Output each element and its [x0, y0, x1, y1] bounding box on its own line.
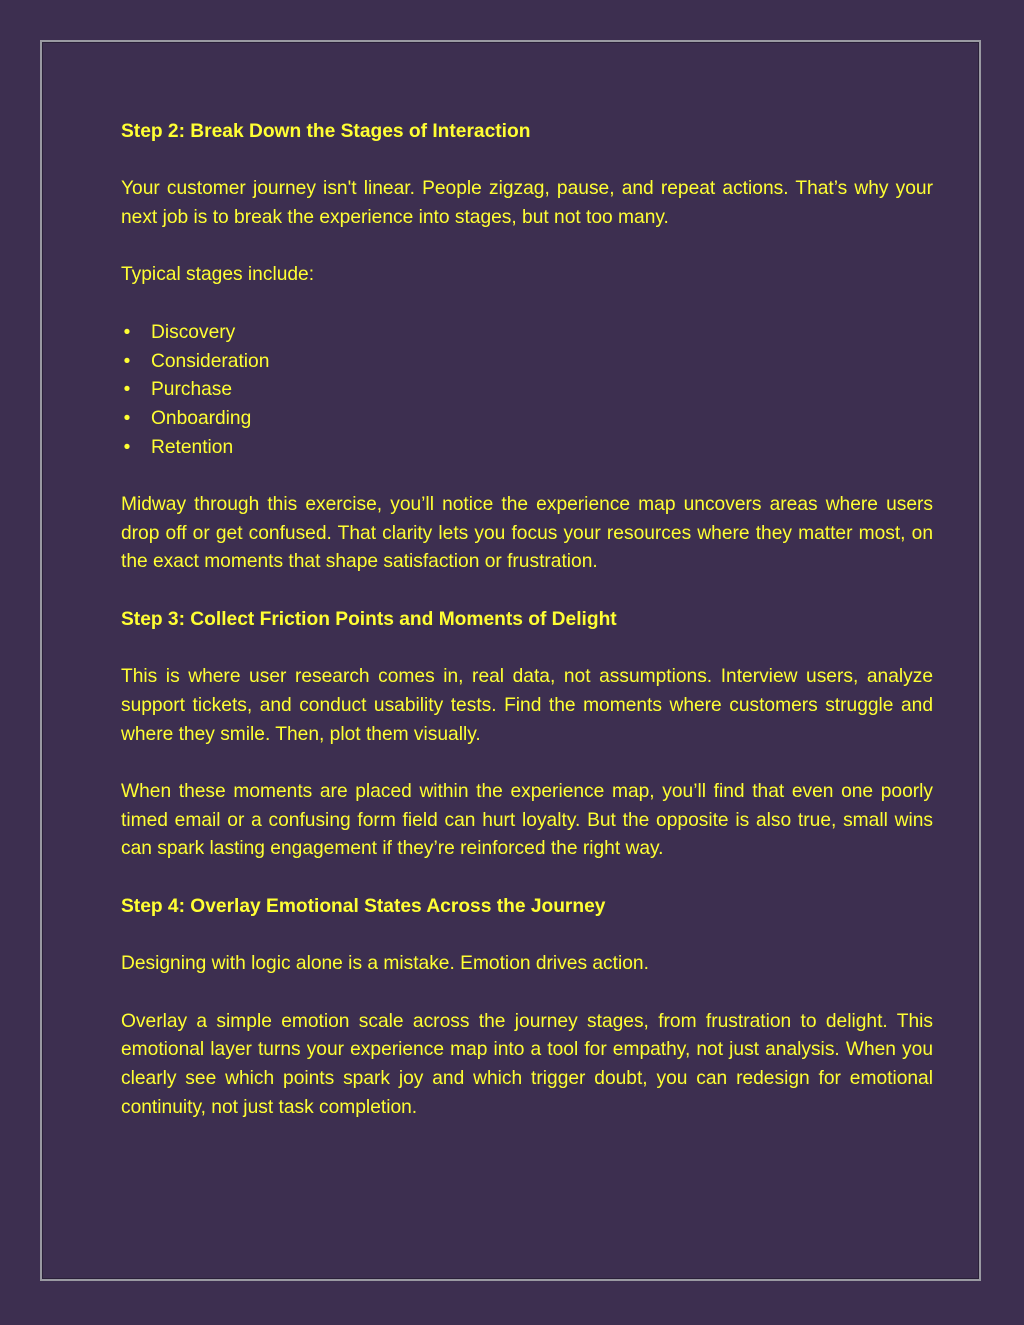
list-item — [121, 434, 933, 463]
list-item-label: Discovery — [151, 321, 236, 343]
paragraph: Your customer journey isn't linear. People zigzag, pause, and repeat actions. That’s why your next job is to break the experience into stages, but not too many. — [121, 178, 933, 229]
stages-list — [121, 319, 933, 463]
bullet-icon: • — [123, 321, 131, 343]
list-item-label: Retention — [151, 436, 234, 458]
list-item-label: Purchase — [151, 379, 233, 401]
bullet-icon: • — [123, 436, 131, 458]
list-item-label: Consideration — [151, 350, 270, 372]
list-item-label: Onboarding — [151, 407, 252, 429]
list-item — [121, 348, 933, 377]
section-heading-step-3: Step 3: Collect Friction Points and Moments of Delight — [121, 608, 617, 630]
bullet-icon: • — [123, 350, 131, 372]
bullet-icon: • — [123, 407, 131, 429]
paragraph: This is where user research comes in, real data, not assumptions. Interview users, analyze support tickets, and conduct usability tests. Find the moments where customers struggle and where they smile. Then, plot them visually. — [121, 666, 933, 745]
document-body — [121, 118, 933, 1151]
section-heading-step-2: Step 2: Break Down the Stages of Interaction — [121, 121, 531, 142]
paragraph: Overlay a simple emotion scale across the journey stages, from frustration to delight. This emotional layer turns your experience map into a tool for empathy, not just analysis. When you clearly see which points spark joy and which trigger doubt, you can redesign for emotional continuity, not just task completion. — [121, 1010, 933, 1118]
paragraph: When these moments are placed within the experience map, you’ll find that even one poorly timed email or a confusing form field can hurt loyalty. But the opposite is also true, small wins can spark lasting engagement if they’re reinforced the right way. — [121, 781, 933, 860]
bullet-icon: • — [123, 379, 131, 401]
section-heading-step-4: Step 4: Overlay Emotional States Across the Journey — [121, 895, 606, 917]
paragraph: Typical stages include: — [121, 264, 315, 286]
list-item — [121, 405, 933, 434]
paragraph: Midway through this exercise, you’ll notice the experience map uncovers areas where users drop off or get confused. That clarity lets you focus your resources where they matter most, on the exact moments that shape satisfaction or frustration. — [121, 494, 933, 573]
paragraph: Designing with logic alone is a mistake. Emotion drives action. — [121, 953, 649, 975]
list-item — [121, 319, 933, 348]
list-item — [121, 376, 933, 405]
